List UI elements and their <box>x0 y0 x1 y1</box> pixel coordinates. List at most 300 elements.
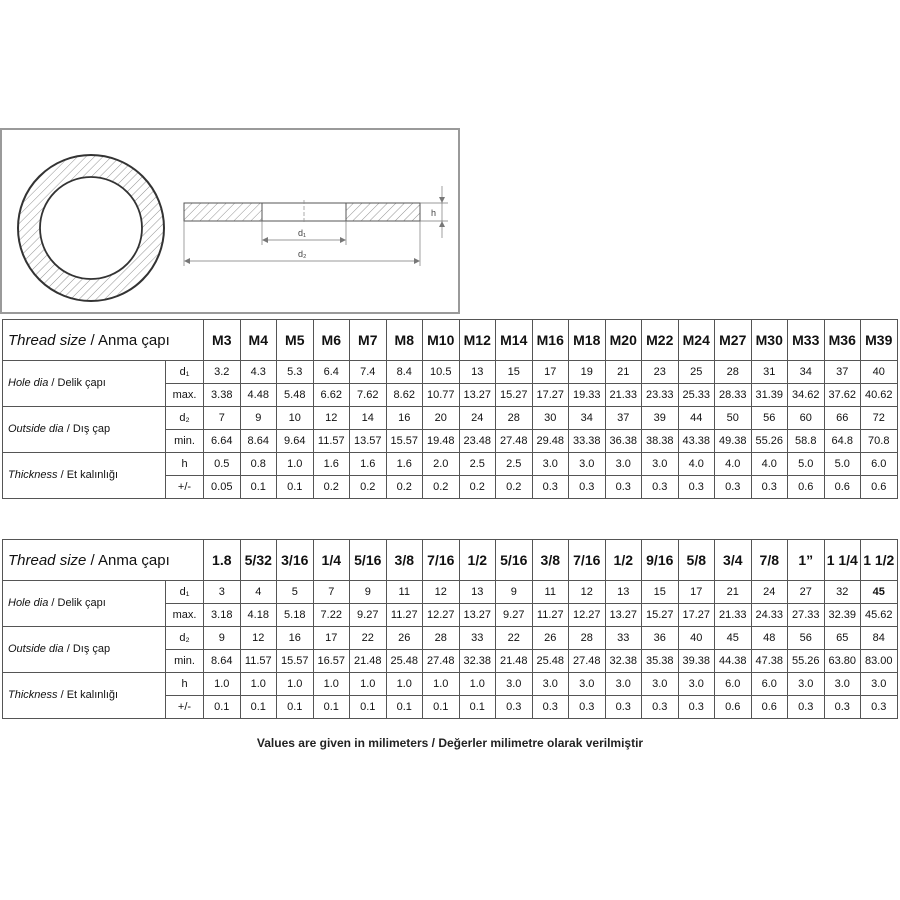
h-row <box>3 673 898 696</box>
size-cell: M33 <box>788 320 825 361</box>
size-cell: M10 <box>423 320 460 361</box>
h-cell: 2.5 <box>459 453 496 476</box>
d1-cell: 4 <box>240 581 277 604</box>
tolerance-cell: 0.3 <box>605 476 642 499</box>
thread-size-row <box>3 540 898 581</box>
h-cell: 3.0 <box>605 453 642 476</box>
d1-max-cell: 9.27 <box>496 604 533 627</box>
d1-cell: 9 <box>496 581 533 604</box>
h-row <box>3 453 898 476</box>
max-symbol: max. <box>166 384 204 407</box>
d1-max-cell: 21.33 <box>605 384 642 407</box>
d1-cell: 4.3 <box>240 361 277 384</box>
thickness-label: Thickness / Et kalınlığı <box>3 453 166 499</box>
d2-min-cell: 38.38 <box>642 430 679 453</box>
h-cell: 3.0 <box>861 673 898 696</box>
tolerance-symbol: +/- <box>166 696 204 719</box>
h-cell: 4.0 <box>678 453 715 476</box>
d1-max-cell: 12.27 <box>569 604 606 627</box>
d1-symbol: d₁ <box>166 581 204 604</box>
size-cell: M7 <box>350 320 387 361</box>
size-cell: M18 <box>569 320 606 361</box>
d1-max-cell: 6.62 <box>313 384 350 407</box>
d2-cell: 56 <box>751 407 788 430</box>
d2-cell: 50 <box>715 407 752 430</box>
d1-max-cell: 34.62 <box>788 384 825 407</box>
d1-max-cell: 37.62 <box>824 384 861 407</box>
size-cell: M16 <box>532 320 569 361</box>
d2-cell: 9 <box>240 407 277 430</box>
h-symbol: h <box>166 453 204 476</box>
tolerance-cell: 0.2 <box>423 476 460 499</box>
d1-row <box>3 581 898 604</box>
d2-cell: 26 <box>532 627 569 650</box>
d2-cell: 12 <box>313 407 350 430</box>
h-cell: 3.0 <box>532 673 569 696</box>
tolerance-cell: 0.3 <box>751 476 788 499</box>
d1-max-cell: 5.48 <box>277 384 314 407</box>
d2-min-cell: 55.26 <box>751 430 788 453</box>
tolerance-cell: 0.6 <box>788 476 825 499</box>
size-cell: M30 <box>751 320 788 361</box>
d1-dimension-label: d₁ <box>298 228 307 238</box>
d2-cell: 33 <box>459 627 496 650</box>
d1-cell: 7 <box>313 581 350 604</box>
h-cell: 3.0 <box>569 453 606 476</box>
d2-min-cell: 11.57 <box>240 650 277 673</box>
tolerance-cell: 0.3 <box>715 476 752 499</box>
thread-size-label: Thread size / Anma çapı <box>3 320 204 361</box>
d1-max-cell: 17.27 <box>678 604 715 627</box>
size-cell: 1/2 <box>605 540 642 581</box>
size-cell: M4 <box>240 320 277 361</box>
tolerance-symbol: +/- <box>166 476 204 499</box>
d2-cell: 66 <box>824 407 861 430</box>
d1-max-cell: 24.33 <box>751 604 788 627</box>
size-cell: 3/8 <box>386 540 423 581</box>
size-cell: M20 <box>605 320 642 361</box>
d2-cell: 28 <box>569 627 606 650</box>
tolerance-cell: 0.2 <box>350 476 387 499</box>
d2-min-cell: 19.48 <box>423 430 460 453</box>
outside-dia-label: Outside dia / Dış çap <box>3 407 166 453</box>
d2-row <box>3 407 898 430</box>
size-cell: 5/32 <box>240 540 277 581</box>
d1-max-cell: 11.27 <box>532 604 569 627</box>
d2-min-cell: 6.64 <box>204 430 241 453</box>
size-cell: 1/4 <box>313 540 350 581</box>
d2-min-cell: 25.48 <box>532 650 569 673</box>
thread-size-label: Thread size / Anma çapı <box>3 540 204 581</box>
tolerance-cell: 0.2 <box>459 476 496 499</box>
tolerance-cell: 0.3 <box>532 696 569 719</box>
d1-cell: 32 <box>824 581 861 604</box>
h-cell: 3.0 <box>569 673 606 696</box>
d1-cell: 24 <box>751 581 788 604</box>
d1-cell: 7.4 <box>350 361 387 384</box>
d2-min-cell: 15.57 <box>277 650 314 673</box>
size-cell: 3/16 <box>277 540 314 581</box>
d2-min-cell: 8.64 <box>240 430 277 453</box>
d2-cell: 17 <box>313 627 350 650</box>
tolerance-cell: 0.2 <box>496 476 533 499</box>
d2-cell: 9 <box>204 627 241 650</box>
d2-cell: 56 <box>788 627 825 650</box>
d1-cell: 25 <box>678 361 715 384</box>
d1-max-cell: 7.62 <box>350 384 387 407</box>
d1-cell: 11 <box>532 581 569 604</box>
d2-min-cell: 55.26 <box>788 650 825 673</box>
d1-max-cell: 40.62 <box>861 384 898 407</box>
d2-min-cell: 13.57 <box>350 430 387 453</box>
d2-cell: 30 <box>532 407 569 430</box>
thread-size-row <box>3 320 898 361</box>
d1-cell: 45 <box>861 581 898 604</box>
d1-cell: 9 <box>350 581 387 604</box>
d1-cell: 12 <box>423 581 460 604</box>
tolerance-cell: 0.6 <box>715 696 752 719</box>
h-cell: 3.0 <box>532 453 569 476</box>
d1-cell: 13 <box>605 581 642 604</box>
d1-cell: 27 <box>788 581 825 604</box>
d2-cell: 60 <box>788 407 825 430</box>
h-cell: 3.0 <box>496 673 533 696</box>
min-symbol: min. <box>166 430 204 453</box>
d1-cell: 15 <box>642 581 679 604</box>
d2-min-cell: 47.38 <box>751 650 788 673</box>
h-cell: 1.0 <box>277 453 314 476</box>
h-cell: 2.0 <box>423 453 460 476</box>
size-cell: 7/16 <box>569 540 606 581</box>
size-cell: M36 <box>824 320 861 361</box>
h-cell: 3.0 <box>642 453 679 476</box>
d1-max-cell: 21.33 <box>715 604 752 627</box>
d1-cell: 17 <box>532 361 569 384</box>
d2-min-cell: 27.48 <box>496 430 533 453</box>
d2-min-cell: 35.38 <box>642 650 679 673</box>
washer-drawing <box>0 128 460 314</box>
h-cell: 3.0 <box>642 673 679 696</box>
h-cell: 4.0 <box>751 453 788 476</box>
h-cell: 1.0 <box>386 673 423 696</box>
h-cell: 0.8 <box>240 453 277 476</box>
d2-min-cell: 11.57 <box>313 430 350 453</box>
d2-cell: 16 <box>277 627 314 650</box>
d2-min-cell: 15.57 <box>386 430 423 453</box>
h-cell: 5.0 <box>824 453 861 476</box>
units-footnote: Values are given in milimeters / Değerler milimetre olarak verilmiştir <box>256 736 644 750</box>
tolerance-cell: 0.1 <box>277 696 314 719</box>
tolerance-cell: 0.05 <box>204 476 241 499</box>
size-cell: 9/16 <box>642 540 679 581</box>
d2-min-cell: 9.64 <box>277 430 314 453</box>
d2-cell: 14 <box>350 407 387 430</box>
d1-cell: 5.3 <box>277 361 314 384</box>
d2-min-cell: 29.48 <box>532 430 569 453</box>
d2-row <box>3 627 898 650</box>
size-cell: M3 <box>204 320 241 361</box>
size-cell: M24 <box>678 320 715 361</box>
d1-max-cell: 11.27 <box>386 604 423 627</box>
d2-min-cell: 8.64 <box>204 650 241 673</box>
d1-cell: 5 <box>277 581 314 604</box>
tolerance-cell: 0.3 <box>569 476 606 499</box>
d1-cell: 3.2 <box>204 361 241 384</box>
d2-symbol: d₂ <box>166 627 204 650</box>
d1-cell: 10.5 <box>423 361 460 384</box>
d1-cell: 15 <box>496 361 533 384</box>
h-cell: 1.0 <box>423 673 460 696</box>
d1-max-cell: 28.33 <box>715 384 752 407</box>
d2-min-cell: 58.8 <box>788 430 825 453</box>
d1-max-cell: 15.27 <box>496 384 533 407</box>
d2-min-cell: 21.48 <box>350 650 387 673</box>
h-cell: 1.0 <box>204 673 241 696</box>
d1-cell: 17 <box>678 581 715 604</box>
h-cell: 1.6 <box>386 453 423 476</box>
d2-cell: 34 <box>569 407 606 430</box>
d1-max-cell: 25.33 <box>678 384 715 407</box>
d2-cell: 39 <box>642 407 679 430</box>
size-cell: M39 <box>861 320 898 361</box>
d1-cell: 40 <box>861 361 898 384</box>
d1-cell: 6.4 <box>313 361 350 384</box>
d1-max-cell: 31.39 <box>751 384 788 407</box>
size-cell: 1” <box>788 540 825 581</box>
d1-cell: 21 <box>715 581 752 604</box>
size-cell: 7/16 <box>423 540 460 581</box>
d1-cell: 8.4 <box>386 361 423 384</box>
d1-max-cell: 5.18 <box>277 604 314 627</box>
d2-min-cell: 32.38 <box>605 650 642 673</box>
tolerance-cell: 0.6 <box>824 476 861 499</box>
d2-cell: 22 <box>350 627 387 650</box>
h-cell: 1.0 <box>277 673 314 696</box>
d2-cell: 40 <box>678 627 715 650</box>
d1-cell: 23 <box>642 361 679 384</box>
d2-cell: 7 <box>204 407 241 430</box>
d1-max-cell: 13.27 <box>605 604 642 627</box>
tolerance-cell: 0.1 <box>423 696 460 719</box>
washer-diagram <box>2 130 458 312</box>
h-cell: 4.0 <box>715 453 752 476</box>
d2-cell: 44 <box>678 407 715 430</box>
d2-cell: 10 <box>277 407 314 430</box>
d2-cell: 36 <box>642 627 679 650</box>
d1-max-cell: 13.27 <box>459 604 496 627</box>
tolerance-cell: 0.3 <box>861 696 898 719</box>
h-cell: 6.0 <box>861 453 898 476</box>
size-cell: M14 <box>496 320 533 361</box>
d2-cell: 28 <box>423 627 460 650</box>
size-cell: 5/8 <box>678 540 715 581</box>
d1-max-cell: 7.22 <box>313 604 350 627</box>
tolerance-cell: 0.3 <box>824 696 861 719</box>
size-cell: M27 <box>715 320 752 361</box>
tolerance-cell: 0.2 <box>313 476 350 499</box>
h-cell: 1.0 <box>240 673 277 696</box>
h-cell: 3.0 <box>605 673 642 696</box>
d2-min-cell: 39.38 <box>678 650 715 673</box>
d1-max-cell: 8.62 <box>386 384 423 407</box>
tolerance-cell: 0.1 <box>240 696 277 719</box>
size-cell: 1 1/2 <box>861 540 898 581</box>
size-cell: 1/2 <box>459 540 496 581</box>
d2-min-cell: 23.48 <box>459 430 496 453</box>
h-cell: 3.0 <box>824 673 861 696</box>
d1-max-cell: 19.33 <box>569 384 606 407</box>
h-cell: 1.6 <box>313 453 350 476</box>
tolerance-cell: 0.1 <box>204 696 241 719</box>
d2-min-cell: 83.00 <box>861 650 898 673</box>
tolerance-cell: 0.1 <box>313 696 350 719</box>
d1-max-cell: 32.39 <box>824 604 861 627</box>
h-symbol: h <box>166 673 204 696</box>
d2-cell: 12 <box>240 627 277 650</box>
d2-cell: 26 <box>386 627 423 650</box>
h-cell: 0.5 <box>204 453 241 476</box>
size-cell: 5/16 <box>496 540 533 581</box>
d1-max-cell: 45.62 <box>861 604 898 627</box>
thickness-label: Thickness / Et kalınlığı <box>3 673 166 719</box>
d1-cell: 13 <box>459 361 496 384</box>
d2-min-cell: 25.48 <box>386 650 423 673</box>
d2-cell: 33 <box>605 627 642 650</box>
d2-min-cell: 27.48 <box>569 650 606 673</box>
tolerance-cell: 0.6 <box>861 476 898 499</box>
tolerance-cell: 0.6 <box>751 696 788 719</box>
h-dimension-label: h <box>431 208 437 218</box>
h-cell: 1.0 <box>313 673 350 696</box>
size-cell: 3/4 <box>715 540 752 581</box>
d2-cell: 16 <box>386 407 423 430</box>
d2-min-cell: 21.48 <box>496 650 533 673</box>
tolerance-cell: 0.3 <box>532 476 569 499</box>
tolerance-cell: 0.3 <box>569 696 606 719</box>
d2-min-cell: 70.8 <box>861 430 898 453</box>
tolerance-cell: 0.3 <box>642 696 679 719</box>
d1-max-cell: 23.33 <box>642 384 679 407</box>
d1-symbol: d₁ <box>166 361 204 384</box>
size-cell: 1.8 <box>204 540 241 581</box>
d1-max-cell: 27.33 <box>788 604 825 627</box>
h-cell: 6.0 <box>751 673 788 696</box>
d2-min-cell: 43.38 <box>678 430 715 453</box>
tolerance-cell: 0.3 <box>605 696 642 719</box>
tolerance-cell: 0.1 <box>459 696 496 719</box>
h-cell: 3.0 <box>788 673 825 696</box>
d1-cell: 12 <box>569 581 606 604</box>
outside-dia-label: Outside dia / Dış çap <box>3 627 166 673</box>
inch-washer-table <box>2 539 898 719</box>
d1-max-cell: 15.27 <box>642 604 679 627</box>
metric-washer-table <box>2 319 898 499</box>
size-cell: M8 <box>386 320 423 361</box>
d1-cell: 11 <box>386 581 423 604</box>
d1-max-cell: 12.27 <box>423 604 460 627</box>
size-cell: 1 1/4 <box>824 540 861 581</box>
size-cell: M12 <box>459 320 496 361</box>
d2-cell: 37 <box>605 407 642 430</box>
d2-min-cell: 32.38 <box>459 650 496 673</box>
d1-cell: 13 <box>459 581 496 604</box>
d2-cell: 84 <box>861 627 898 650</box>
d1-max-cell: 4.18 <box>240 604 277 627</box>
size-cell: 7/8 <box>751 540 788 581</box>
d2-cell: 24 <box>459 407 496 430</box>
tolerance-cell: 0.1 <box>350 696 387 719</box>
d1-cell: 21 <box>605 361 642 384</box>
d1-cell: 34 <box>788 361 825 384</box>
min-symbol: min. <box>166 650 204 673</box>
d2-cell: 65 <box>824 627 861 650</box>
d2-min-cell: 44.38 <box>715 650 752 673</box>
h-cell: 1.0 <box>350 673 387 696</box>
d1-max-cell: 3.18 <box>204 604 241 627</box>
d2-min-cell: 27.48 <box>423 650 460 673</box>
d2-min-cell: 36.38 <box>605 430 642 453</box>
h-cell: 5.0 <box>788 453 825 476</box>
h-cell: 6.0 <box>715 673 752 696</box>
hole-dia-label: Hole dia / Delik çapı <box>3 361 166 407</box>
d1-cell: 19 <box>569 361 606 384</box>
tolerance-cell: 0.1 <box>240 476 277 499</box>
d2-min-cell: 49.38 <box>715 430 752 453</box>
max-symbol: max. <box>166 604 204 627</box>
hole-dia-label: Hole dia / Delik çapı <box>3 581 166 627</box>
tolerance-cell: 0.3 <box>788 696 825 719</box>
tolerance-cell: 0.3 <box>678 696 715 719</box>
d2-cell: 48 <box>751 627 788 650</box>
tolerance-cell: 0.2 <box>386 476 423 499</box>
d1-max-cell: 3.38 <box>204 384 241 407</box>
h-cell: 2.5 <box>496 453 533 476</box>
h-cell: 1.6 <box>350 453 387 476</box>
d2-min-cell: 33.38 <box>569 430 606 453</box>
tolerance-cell: 0.3 <box>496 696 533 719</box>
d2-min-cell: 63.80 <box>824 650 861 673</box>
d1-max-cell: 4.48 <box>240 384 277 407</box>
d2-cell: 28 <box>496 407 533 430</box>
d1-row <box>3 361 898 384</box>
d1-max-cell: 10.77 <box>423 384 460 407</box>
d1-cell: 37 <box>824 361 861 384</box>
tolerance-cell: 0.1 <box>277 476 314 499</box>
d2-cell: 22 <box>496 627 533 650</box>
d2-cell: 45 <box>715 627 752 650</box>
tolerance-cell: 0.1 <box>386 696 423 719</box>
d2-min-cell: 16.57 <box>313 650 350 673</box>
d2-dimension-label: d₂ <box>298 249 307 259</box>
d1-max-cell: 9.27 <box>350 604 387 627</box>
d1-max-cell: 17.27 <box>532 384 569 407</box>
tolerance-cell: 0.3 <box>678 476 715 499</box>
d1-cell: 3 <box>204 581 241 604</box>
d2-cell: 20 <box>423 407 460 430</box>
d2-min-cell: 64.8 <box>824 430 861 453</box>
d2-cell: 72 <box>861 407 898 430</box>
d1-cell: 31 <box>751 361 788 384</box>
d1-max-cell: 13.27 <box>459 384 496 407</box>
tolerance-cell: 0.3 <box>642 476 679 499</box>
d1-cell: 28 <box>715 361 752 384</box>
h-cell: 3.0 <box>678 673 715 696</box>
washer-hole <box>40 177 142 279</box>
size-cell: 3/8 <box>532 540 569 581</box>
size-cell: 5/16 <box>350 540 387 581</box>
h-cell: 1.0 <box>459 673 496 696</box>
size-cell: M6 <box>313 320 350 361</box>
